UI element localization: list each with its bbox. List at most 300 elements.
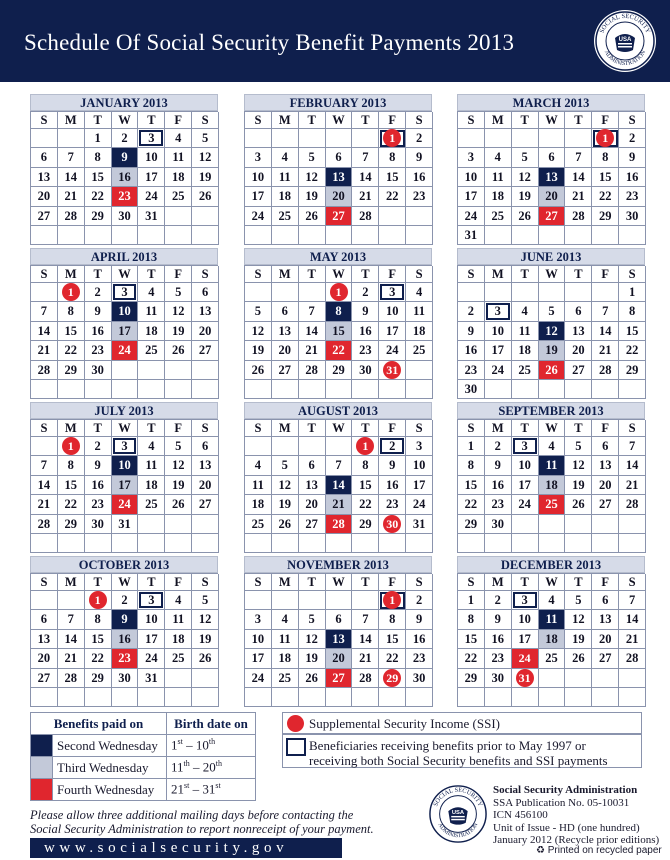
empty-cell [165,207,192,226]
empty-cell [138,380,165,399]
day-cell: 12 [245,322,272,341]
day-cell: 22 [458,495,485,514]
day-cell: 24 [138,649,165,668]
day-cell: 17 [112,322,139,341]
key-box [282,734,642,768]
day-cell: 18 [272,187,299,206]
empty-cell [406,534,433,553]
legend-swatch-navy [31,735,53,757]
day-cell: 13 [299,476,326,495]
day-cell: 9 [85,302,112,321]
empty-cell [485,688,512,707]
empty-cell [326,129,353,148]
month-grid [30,265,218,399]
empty-cell [272,591,299,610]
day-cell: 25 [539,649,566,668]
day-cell: 16 [406,630,433,649]
day-cell: 21 [619,476,646,495]
weekday-header: W [539,574,566,591]
day-cell: 15 [352,476,379,495]
weekday-header: F [165,266,192,283]
day-cell: 13 [326,630,353,649]
day-cell: 1 [379,591,406,610]
legend-row [31,757,256,779]
empty-cell [272,129,299,148]
day-cell: 19 [165,476,192,495]
day-cell: 13 [31,630,58,649]
day-cell: 30 [352,361,379,380]
empty-cell [272,688,299,707]
weekday-header: S [31,574,58,591]
day-cell: 9 [485,610,512,629]
day-cell: 21 [352,649,379,668]
day-cell: 5 [245,302,272,321]
day-cell: 7 [58,148,85,167]
day-cell: 7 [565,148,592,167]
weekday-header: W [112,574,139,591]
navy-box-icon [286,738,306,756]
month-calendar [244,556,432,707]
day-cell: 17 [485,341,512,360]
day-cell: 17 [406,476,433,495]
day-cell: 27 [326,207,353,226]
day-cell: 3 [406,437,433,456]
weekday-header: T [85,112,112,129]
day-cell: 5 [272,456,299,475]
day-cell: 16 [485,630,512,649]
empty-cell [512,129,539,148]
day-cell: 12 [565,456,592,475]
empty-cell [619,226,646,245]
day-cell: 2 [406,591,433,610]
day-cell: 22 [58,341,85,360]
weekday-header: M [272,112,299,129]
day-cell: 19 [299,649,326,668]
empty-cell [565,283,592,302]
weekday-header: S [245,420,272,437]
month-title: APRIL 2013 [30,248,218,265]
weekday-header: T [352,420,379,437]
day-cell: 15 [85,630,112,649]
day-cell: 10 [406,456,433,475]
month-grid [30,419,218,553]
day-cell: 16 [112,168,139,187]
empty-cell [512,226,539,245]
day-cell: 15 [379,168,406,187]
day-cell: 18 [272,649,299,668]
empty-cell [165,515,192,534]
weekday-header: F [592,266,619,283]
day-cell: 23 [112,187,139,206]
day-cell: 26 [512,207,539,226]
empty-cell [31,437,58,456]
empty-cell [192,361,219,380]
day-cell: 8 [326,302,353,321]
day-cell: 27 [192,341,219,360]
month-title: JUNE 2013 [457,248,645,265]
empty-cell [31,129,58,148]
pub-issue: Unit of Issue - HD (one hundred) [493,821,640,834]
day-cell: 12 [192,148,219,167]
day-cell: 8 [619,302,646,321]
day-cell: 18 [539,630,566,649]
day-cell: 14 [352,168,379,187]
day-cell: 12 [299,168,326,187]
day-cell: 7 [352,148,379,167]
empty-cell [458,283,485,302]
month-calendar [457,402,645,553]
weekday-header: F [592,574,619,591]
day-cell: 25 [272,669,299,688]
day-cell: 9 [85,456,112,475]
month-calendar [30,556,218,707]
day-cell: 15 [326,322,353,341]
day-cell: 11 [539,456,566,475]
day-cell: 23 [406,187,433,206]
empty-cell [539,226,566,245]
day-cell: 29 [352,515,379,534]
weekday-header: M [272,266,299,283]
day-cell: 13 [565,322,592,341]
day-cell: 2 [379,437,406,456]
key-ssi [282,712,642,734]
day-cell: 16 [458,341,485,360]
weekday-header: S [406,112,433,129]
day-cell: 15 [58,322,85,341]
day-cell: 10 [112,302,139,321]
day-cell: 28 [58,669,85,688]
day-cell: 6 [326,148,353,167]
weekday-header: M [58,112,85,129]
weekday-header: S [406,574,433,591]
day-cell: 4 [406,283,433,302]
day-cell: 19 [565,630,592,649]
month-calendar [457,94,645,245]
day-cell: 15 [379,630,406,649]
day-cell: 3 [138,129,165,148]
weekday-header: T [512,112,539,129]
legend-range: 21st – 31st [167,779,256,801]
empty-cell [245,591,272,610]
day-cell: 25 [406,341,433,360]
website-link[interactable]: www.socialsecurity.gov [30,838,342,858]
empty-cell [192,534,219,553]
day-cell: 4 [245,456,272,475]
day-cell: 24 [112,341,139,360]
day-cell: 6 [326,610,353,629]
month-title: AUGUST 2013 [244,402,432,419]
day-cell: 23 [485,649,512,668]
ssa-seal-logo [594,10,656,72]
day-cell: 4 [539,591,566,610]
weekday-header: F [379,420,406,437]
empty-cell [192,688,219,707]
empty-cell [245,437,272,456]
empty-cell [539,129,566,148]
weekday-header: W [326,112,353,129]
empty-cell [565,534,592,553]
day-cell: 16 [619,168,646,187]
empty-cell [192,515,219,534]
day-cell: 11 [406,302,433,321]
empty-cell [165,534,192,553]
weekday-header: S [245,574,272,591]
empty-cell [352,688,379,707]
empty-cell [539,534,566,553]
empty-cell [299,283,326,302]
day-cell: 7 [326,456,353,475]
day-cell: 3 [512,437,539,456]
day-cell: 19 [299,187,326,206]
empty-cell [192,380,219,399]
legend-range: 11th – 20th [167,757,256,779]
weekday-header: M [58,266,85,283]
day-cell: 31 [406,515,433,534]
pub-date: January 2012 (Recycle prior editions) [493,834,660,846]
day-cell: 29 [326,361,353,380]
day-cell: 27 [565,361,592,380]
empty-cell [245,226,272,245]
day-cell: 18 [138,322,165,341]
day-cell: 24 [485,361,512,380]
weekday-header: W [112,420,139,437]
empty-cell [31,688,58,707]
empty-cell [112,226,139,245]
day-cell: 9 [112,148,139,167]
empty-cell [565,129,592,148]
empty-cell [485,129,512,148]
empty-cell [592,688,619,707]
month-title: OCTOBER 2013 [30,556,218,573]
legend-swatch-red [31,779,53,801]
day-cell: 19 [245,341,272,360]
day-cell: 25 [165,649,192,668]
day-cell: 28 [352,207,379,226]
day-cell: 10 [485,322,512,341]
weekday-header: T [299,266,326,283]
day-cell: 27 [192,495,219,514]
day-cell: 5 [192,591,219,610]
day-cell: 24 [112,495,139,514]
day-cell: 19 [272,495,299,514]
empty-cell [619,380,646,399]
day-cell: 4 [512,302,539,321]
day-cell: 5 [565,591,592,610]
day-cell: 21 [592,341,619,360]
day-cell: 11 [485,168,512,187]
day-cell: 24 [138,187,165,206]
weekday-header: S [458,112,485,129]
empty-cell [565,688,592,707]
day-cell: 8 [592,148,619,167]
weekday-header: S [245,266,272,283]
day-cell: 19 [539,341,566,360]
day-cell: 28 [592,361,619,380]
day-cell: 16 [406,168,433,187]
empty-cell [539,515,566,534]
empty-cell [592,380,619,399]
day-cell: 11 [165,610,192,629]
empty-cell [58,129,85,148]
day-cell: 15 [592,168,619,187]
day-cell: 4 [138,437,165,456]
day-cell: 27 [539,207,566,226]
empty-cell [165,688,192,707]
empty-cell [352,534,379,553]
day-cell: 10 [512,456,539,475]
svg-text:SOCIAL SECURITY: SOCIAL SECURITY [432,786,484,808]
day-cell: 21 [31,341,58,360]
day-cell: 15 [619,322,646,341]
day-cell: 1 [85,591,112,610]
day-cell: 16 [485,476,512,495]
weekday-header: T [85,266,112,283]
empty-cell [592,283,619,302]
day-cell: 25 [165,187,192,206]
month-grid [30,111,218,245]
empty-cell [326,437,353,456]
legend-swatch-gray [31,757,53,779]
key-ssi-text: Supplemental Security Income (SSI) [309,716,500,731]
empty-cell [326,534,353,553]
day-cell: 5 [565,437,592,456]
day-cell: 5 [512,148,539,167]
empty-cell [539,688,566,707]
day-cell: 2 [485,591,512,610]
day-cell: 10 [245,630,272,649]
day-cell: 8 [379,610,406,629]
empty-cell [565,515,592,534]
day-cell: 20 [192,322,219,341]
day-cell: 12 [539,322,566,341]
empty-cell [58,534,85,553]
day-cell: 16 [112,630,139,649]
empty-cell [539,669,566,688]
day-cell: 14 [352,630,379,649]
day-cell: 20 [272,341,299,360]
day-cell: 1 [379,129,406,148]
day-cell: 10 [245,168,272,187]
weekday-header: F [592,420,619,437]
day-cell: 3 [512,591,539,610]
day-cell: 20 [326,649,353,668]
legend-header-paid: Benefits paid on [31,713,167,735]
day-cell: 17 [112,476,139,495]
empty-cell [58,226,85,245]
day-cell: 22 [619,341,646,360]
day-cell: 28 [619,649,646,668]
day-cell: 1 [352,437,379,456]
day-cell: 8 [85,148,112,167]
day-cell: 31 [112,515,139,534]
month-grid [457,265,645,399]
empty-cell [58,688,85,707]
day-cell: 12 [299,630,326,649]
empty-cell [299,534,326,553]
weekday-header: S [406,266,433,283]
day-cell: 15 [458,630,485,649]
empty-cell [112,534,139,553]
day-cell: 9 [458,322,485,341]
empty-cell [406,207,433,226]
day-cell: 26 [272,515,299,534]
weekday-header: M [485,420,512,437]
day-cell: 24 [245,669,272,688]
day-cell: 9 [619,148,646,167]
day-cell: 3 [485,302,512,321]
day-cell: 30 [619,207,646,226]
day-cell: 20 [592,476,619,495]
day-cell: 16 [85,322,112,341]
day-cell: 8 [85,610,112,629]
empty-cell [406,361,433,380]
day-cell: 18 [165,168,192,187]
empty-cell [565,380,592,399]
weekday-header: S [406,420,433,437]
empty-cell [485,283,512,302]
empty-cell [272,380,299,399]
day-cell: 27 [592,495,619,514]
day-cell: 13 [539,168,566,187]
day-cell: 2 [458,302,485,321]
weekday-header: M [485,112,512,129]
empty-cell [31,534,58,553]
day-cell: 6 [592,591,619,610]
day-cell: 23 [85,495,112,514]
day-cell: 6 [299,456,326,475]
weekday-header: W [539,266,566,283]
day-cell: 25 [272,207,299,226]
day-cell: 30 [485,669,512,688]
day-cell: 23 [85,341,112,360]
empty-cell [245,380,272,399]
empty-cell [406,688,433,707]
day-cell: 31 [458,226,485,245]
day-cell: 31 [138,207,165,226]
day-cell: 24 [406,495,433,514]
empty-cell [619,669,646,688]
day-cell: 30 [406,669,433,688]
empty-cell [165,669,192,688]
day-cell: 19 [165,322,192,341]
day-cell: 26 [565,495,592,514]
weekday-header: T [85,420,112,437]
day-cell: 7 [619,591,646,610]
day-cell: 14 [299,322,326,341]
month-calendar [30,94,218,245]
empty-cell [458,534,485,553]
day-cell: 13 [272,322,299,341]
day-cell: 9 [406,148,433,167]
ssa-seal-icon [594,10,656,72]
day-cell: 6 [272,302,299,321]
day-cell: 22 [458,649,485,668]
empty-cell [299,437,326,456]
svg-text:SOCIAL SECURITY: SOCIAL SECURITY [598,12,652,35]
day-cell: 20 [192,476,219,495]
day-cell: 23 [458,361,485,380]
day-cell: 26 [299,207,326,226]
day-cell: 23 [406,649,433,668]
day-cell: 1 [326,283,353,302]
day-cell: 20 [299,495,326,514]
day-cell: 7 [352,610,379,629]
legend-row [31,779,256,801]
weekday-header: S [458,420,485,437]
empty-cell [619,688,646,707]
day-cell: 18 [245,495,272,514]
day-cell: 30 [379,515,406,534]
